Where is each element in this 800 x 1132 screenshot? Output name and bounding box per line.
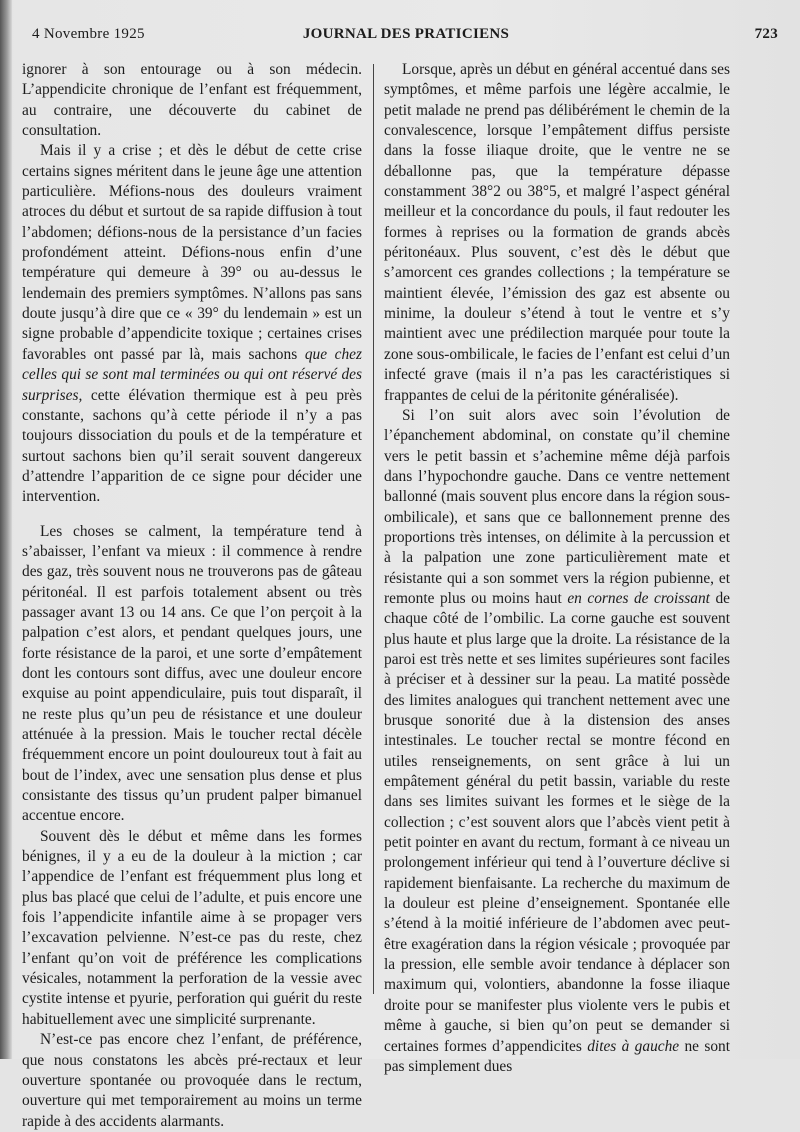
paragraph: Souvent dès le début et même dans les formes bénignes, il y a eu de la douleur à la miction ; car l’appendice de l’enfant est fréquemment plus long et plus bas placé que celui de l’adulte, et puis encore une fois l’appendicite infantile aime à se propager vers l’excavation pelvienne. N’est-ce pas du reste, chez l’enfant qu’on voit de préférence les complications vésicales, notamment la perforation de la vessie avec cystite intense et pyurie, perforation qui guérit du reste habituellement avec une simplicité surprenante. <box>22 827 362 1028</box>
book-spine-shadow <box>0 0 12 1059</box>
text-run: Mais il y a crise ; et dès le début de cette crise certains signes méritent dans le jeune âge une attention particulière. Méfions-nous des douleurs vraiment atroces du début et surtout de sa rapide diffusion à tout l’abdomen; défions-nous de la persistance d’un facies profondément atteint. Défions-nous enfin d’une température qui demeure à 39° ou au-dessus le lendemain des premiers symptômes. N’allons pas sans doute jusqu’à dire que ce « 39° du lendemain » est un signe probable d’appendicite toxique ; certaines crises favorables ont passé par là, mais sachons <box>22 142 362 363</box>
paragraph: Lorsque, après un début en général accentué dans ses symptômes, et même parfois une légère accalmie, le petit malade ne prend pas délibérément le chemin de la convalescence, lorsque l’empâtement diffus persiste dans la fosse iliaque droite, que le ventre ne se déballonne pas, que la température dépasse constamment 38°2 ou 38°5, et malgré l’aspect général meilleur et la concordance du pouls, il faut redouter les formes à reprises ou la formation de grands abcès péritonéaux. Plus souvent, c’est dès le début que s’amorcent ces grandes collections ; la température se maintient élevée, l’émission des gaz est absente ou minime, la douleur s’étend à tout le ventre et s’y maintient avec une prédilection marquée pour toute la zone sous-ombilicale, le facies de l’enfant est celui d’un infecté grave (mais il n’a pas les caractéristiques si frappantes de celui de la péritonite généralisée). <box>384 61 730 404</box>
header-date: 4 Novembre 1925 <box>32 26 145 42</box>
column-divider <box>373 64 374 994</box>
text-run: ne sont pas simplement dues <box>384 1037 730 1075</box>
paragraph <box>22 141 362 507</box>
header-journal-title: JOURNAL DES PRATICIENS <box>302 26 510 42</box>
running-header <box>28 26 784 48</box>
text-run: cette élévation thermique est à peu près constante, sachons qu’à cette période il n’y a pas toujours dissociation du pouls et de la température et surtout sachons bien qu’il serait souvent dangereux d’attendre l’apparition de ce signe pour décider une intervention. <box>22 386 362 506</box>
right-column <box>384 60 730 1077</box>
italic-text: dites à gauche <box>587 1037 680 1055</box>
text-run: Si l’on suit alors avec soin l’évolution de l’épanchement abdominal, on constate qu’il chemine vers le petit bassin et s’achemine même déjà parfois dans l’hypochondre gauche. Dans ce ventre nettement ballonné (mais souvent plus encore dans la région sous-ombilicale), et sans que ce ballonnement prenne des proportions très intenses, on délimite à la percussion et à la palpation une zone particulièrement mate et résistante qui a son sommet vers la région pubienne, et remonte plus ou moins haut <box>384 406 730 607</box>
text-run: de chaque côté de l’ombilic. La corne gauche est souvent plus haute et plus large que la droite. La résistance de la paroi est très nette et ses limites supérieures sont faciles à préciser et à dessiner sur la peau. La matité possède des limites analogues qui tranchent nettement avec une brusque sonorité due à la distension des anses intestinales. Le toucher rectal se montre fécond en utiles renseignements, on sent grâce à lui un empâtement général du petit bassin, variable du reste dans ses limites suivant les formes et le siège de la collection ; c’est souvent alors que l’abcès vient petit à petit pointer en avant du rectum, formant à ce niveau un prolongement inférieur qui tend à l’ouverture déclive si rapidement bienfaisante. La recherche du maximum de la douleur est pleine d’enseignement. Spontanée elle s’étend à la moitié inférieure de l’abdomen avec peut-être exagération dans la région vésicale ; provoquée par la pression, elle semble avoir tendance à déplacer son maximum qui, volontiers, abandonne la fosse iliaque droite pour se manifester plus violente vers le pubis et même à gauche, si bien qu’on peut se demander si certaines formes d’appendicites <box>384 589 730 1055</box>
italic-text: que chez celles qui se sont mal terminées ou qui ont réservé des surprises, <box>22 345 362 404</box>
paragraph: Les choses se calment, la température tend à s’abaisser, l’enfant va mieux : il commence à rendre des gaz, très souvent nous ne trouverons pas de gâteau péritonéal. Il est parfois totalement absent ou très passager avant 13 ou 14 ans. Ce que l’on perçoit à la palpation c’est alors, et pendant quelques jours, une forte résistance de la paroi, et une sorte d’empâtement dont les contours sont diffus, avec une douleur encore exquise au point appendiculaire, puis tout disparaît, il ne reste plus qu’un peu de résistance et une douleur atténuée à la pression. Mais le toucher rectal décèle fréquemment encore un point douloureux tout à fait au bout de l’index, avec une sensation plus dense et plus consistante des tissus qu’un prudent palper bimanuel accentue encore. <box>22 522 362 825</box>
paragraph <box>384 406 730 1077</box>
header-page-number: 723 <box>754 26 778 42</box>
italic-text: en cornes de croissant <box>567 589 710 607</box>
paragraph: N’est-ce pas encore chez l’enfant, de préférence, que nous constatons les abcès pré-rectaux et leur ouverture spontanée ou provoquée dans le rectum, ouverture qui met temporairement au moins un terme rapide à des accidents alarmants. <box>22 1031 362 1130</box>
paragraph: ignorer à son entourage ou à son médecin. L’appendicite chronique de l’enfant est fréquemment, au contraire, une découverte du cabinet de consultation. <box>22 61 362 140</box>
left-column <box>22 60 362 1132</box>
